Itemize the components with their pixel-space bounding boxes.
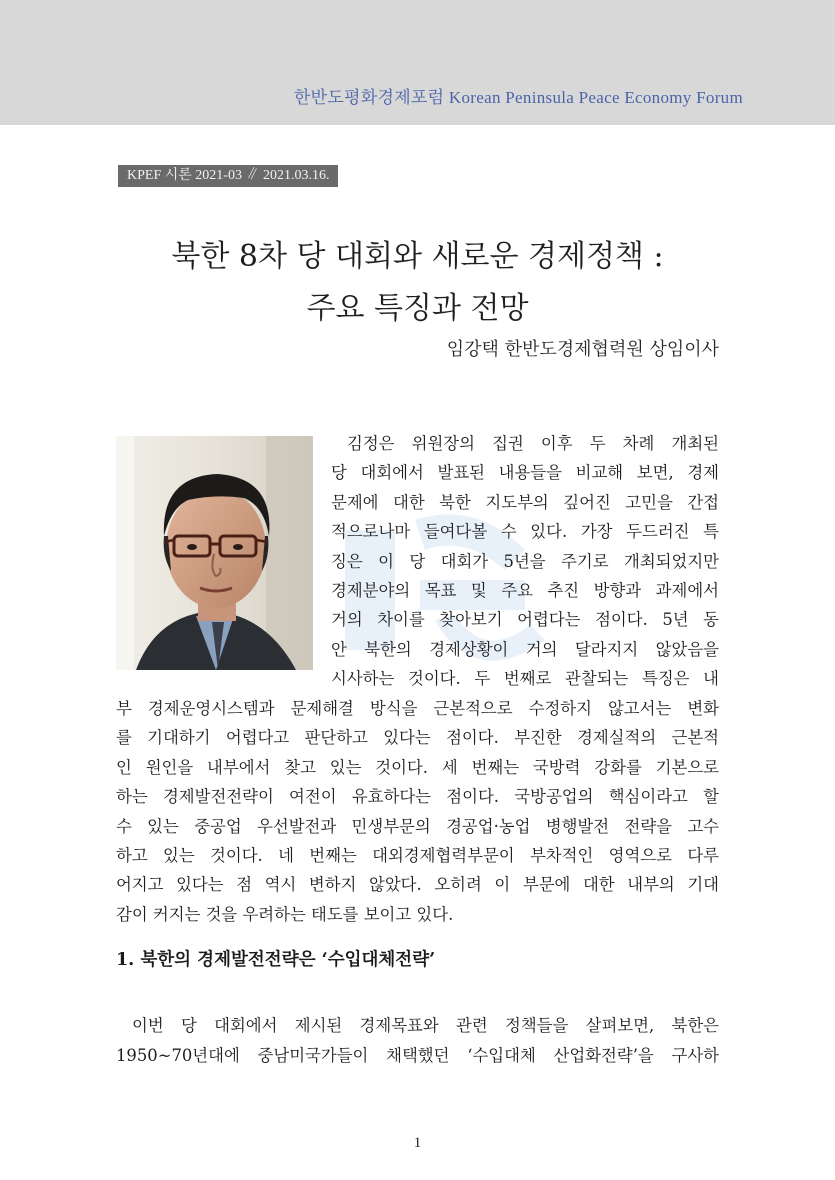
header-band — [0, 0, 835, 125]
author-byline: 임강택 한반도경제협력원 상임이사 — [446, 339, 719, 360]
paragraph-line: 시사하는 것이다. 두 번째로 관찰되는 특징은 내 — [331, 669, 719, 689]
paragraph-line: 어지고 있다는 점 역시 변하지 않았다. 오히려 이 부문에 대한 내부의 기대 — [116, 875, 719, 895]
paragraph-line: 하고 있는 것이다. 네 번째는 대외경제협력부문이 부차적인 영역으로 다루 — [116, 845, 719, 865]
paragraph-line: 당 대회에서 발표된 내용들을 비교해 보면, 경제 — [331, 463, 719, 483]
paragraph-line: 감이 커지는 것을 우려하는 태도를 보이고 있다. — [116, 904, 454, 924]
paragraph-line: 를 기대하기 어렵다고 판단하고 있다는 점이다. 부진한 경제실적의 근본적 — [116, 728, 719, 748]
paragraph-line: 1950~70년대에 중남미국가들이 채택했던 ‘수입대체 산업화전략’을 구사하 — [116, 1046, 719, 1065]
author-portrait-image — [116, 436, 313, 670]
paragraph-line: 안 북한의 경제상황이 거의 달라지지 않았음을 — [331, 639, 719, 659]
paragraph-line: 적으로나마 들여다볼 수 있다. 가장 두드러진 특 — [331, 522, 719, 542]
title-line-1: 북한 8차 당 대회와 새로운 경제정책 : — [171, 239, 664, 274]
title-line-2: 주요 특징과 전망 — [306, 291, 529, 326]
paragraph-line: 거의 차이를 찾아보기 어렵다는 점이다. 5년 동 — [331, 610, 719, 630]
paragraph-line: 경제분야의 목표 및 주요 추진 방향과 과제에서 — [331, 580, 719, 600]
intro-paragraph-right — [331, 429, 719, 694]
intro-paragraph-full — [116, 694, 719, 929]
author-portrait-icon — [116, 436, 313, 670]
paragraph-line: 부 경제운영시스템과 문제해결 방식을 근본적으로 수정하지 않고서는 변화 — [116, 699, 719, 718]
paragraph-line: 인 원인을 내부에서 찾고 있는 것이다. 세 번째는 국방력 강화를 기본으로 — [116, 757, 719, 777]
paragraph-line: 문제에 대한 북한 지도부의 깊어진 고민을 간접 — [331, 492, 719, 512]
paragraph-line: 이번 당 대회에서 제시된 경제목표와 관련 정책들을 살펴보면, 북한은 — [132, 1016, 719, 1035]
paragraph-line: 김정은 위원장의 집권 이후 두 차례 개최된 — [347, 434, 719, 453]
paragraph-line: 징은 이 당 대회가 5년을 주기로 개최되었지만 — [331, 551, 719, 571]
forum-name: 한반도평화경제포럼 Korean Peninsula Peace Economy Forum — [293, 88, 743, 107]
section-1-paragraph — [116, 1011, 719, 1071]
paragraph-line: 하는 경제발전전략이 여전이 유효하다는 점이다. 국방공업의 핵심이라고 할 — [116, 787, 719, 807]
section-1-heading: 1. 북한의 경제발전전략은 ‘수입대체전략’ — [116, 950, 436, 970]
paragraph-line: 수 있는 중공업 우선발전과 민생부문의 경공업·농업 병행발전 전략을 고수 — [116, 816, 719, 836]
series-tag: KPEF 시론 2021-03 ∥ 2021.03.16. — [118, 165, 338, 187]
page-number: 1 — [413, 1135, 422, 1151]
